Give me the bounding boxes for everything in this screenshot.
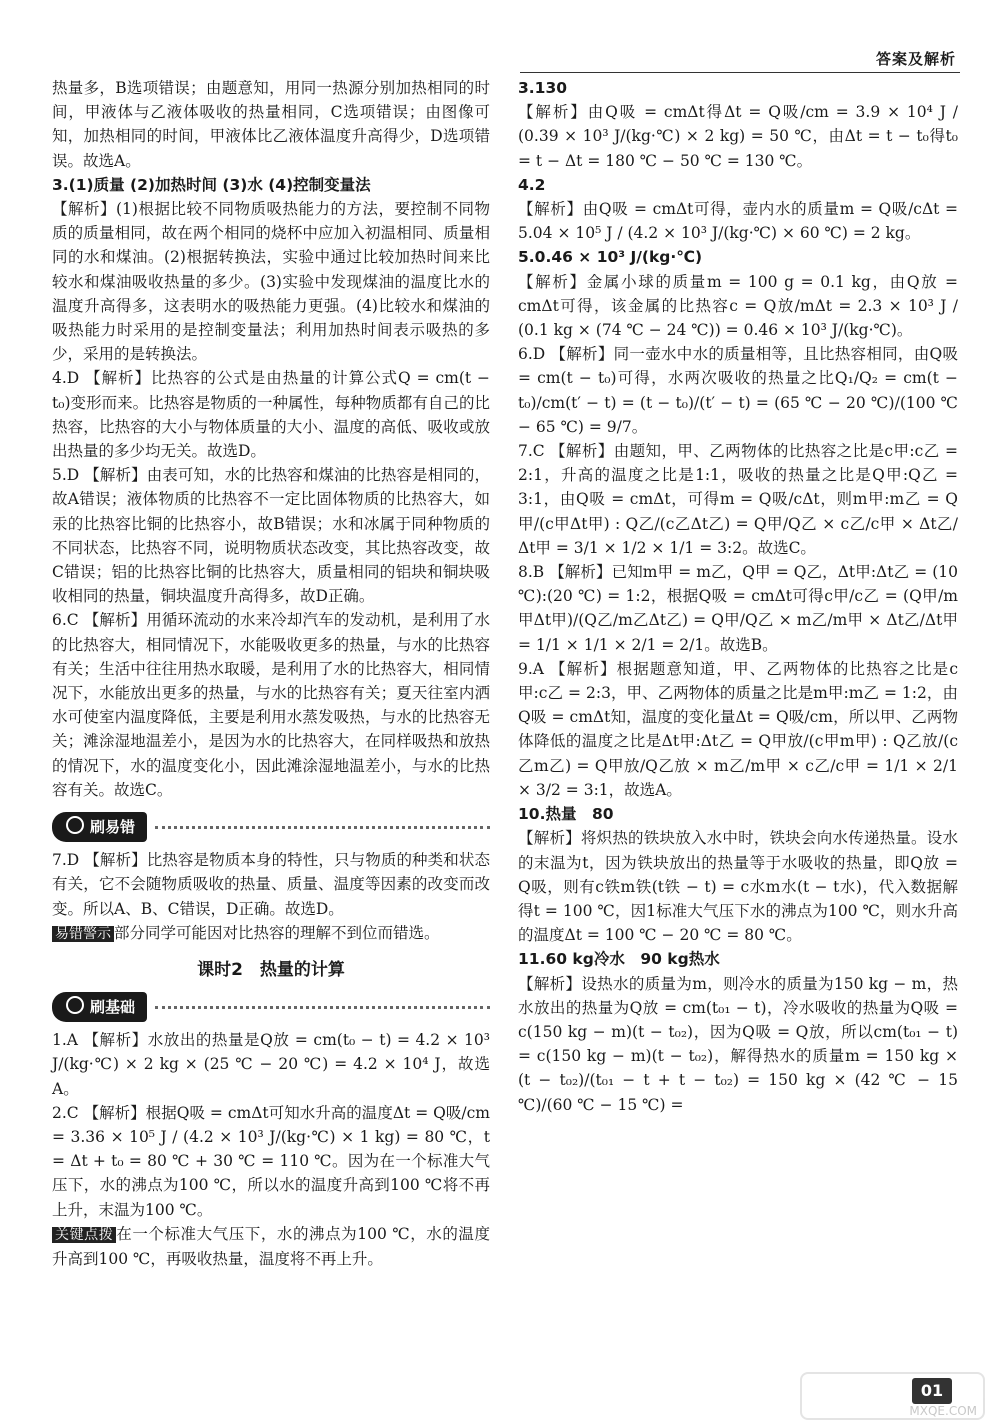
- q3-answer: 3.(1)质量 (2)加热时间 (3)水 (4)控制变量法: [52, 175, 371, 194]
- r6-item: 6.D 【解析】同一壶水中水的质量相等，且比热容相同，由Q吸 = cm(t − t₀)可得，水两次吸收的热量之比Q₁/Q₂ = cm(t − t₀)/cm(t′ − t) = (t − t₀)/(t′ − t) = (65 ℃ − 20 ℃)/(100 ℃ − 65 ℃) = 9/7。: [518, 345, 958, 436]
- watermark-logo: MXQE.COM: [800, 1372, 985, 1420]
- banner-pill: [52, 992, 147, 1022]
- r11-answer: 11.60 kg冷水 90 kg热水: [518, 950, 720, 969]
- banner-dots: [155, 826, 490, 829]
- page-header-title: 答案及解析: [875, 50, 956, 68]
- tip-text: 在一个标准大气压下，水的沸点为100 ℃，水的温度升高到100 ℃，再吸收热量，温度将不再上升。: [52, 1224, 490, 1268]
- banner-dots: [155, 1006, 490, 1009]
- tip-text: 部分同学可能因对比热容的理解不到位而错选。: [114, 923, 440, 942]
- r11-explanation: 【解析】设热水的质量为m，则冷水的质量为150 kg − m，热水放出的热量为Q放 = cm(t₀₁ − t)，冷水吸收的热量为Q吸 = c(150 kg − m)(t − t₀₂)，因为Q吸 = Q放，所以cm(t₀₁ − t) = c(150 kg − m)(t − t₀₂)，解得热水的质量m = 150 kg × (t − t₀₂)/(t₀₁ − t + t − t₀₂) = 150 kg × (42 ℃ − 15 ℃)/(60 ℃ − 15 ℃) =: [518, 974, 958, 1114]
- brush-icon: [66, 996, 84, 1014]
- r3-explanation: 【解析】由Q吸 = cmΔt得Δt = Q吸/cm = 3.9 × 10⁴ J / (0.39 × 10³ J/(kg·℃) × 2 kg) = 50 ℃，由Δt = t − t₀得t₀ = t − Δt = 180 ℃ − 50 ℃ = 130 ℃。: [518, 103, 958, 170]
- r10-explanation: 【解析】将炽热的铁块放入水中时，铁块会向水传递热量。设水的末温为t，因为铁块放出的热量等于水吸收的热量，即Q放 = Q吸，则有c铁m铁(t铁 − t) = c水m水(t − t水)，代入数据解得t = 100 ℃，因1标准大气压下水的沸点为100 ℃，则水升高的温度Δt = 100 ℃ − 20 ℃ = 80 ℃。: [518, 829, 958, 945]
- r4-explanation: 【解析】由Q吸 = cmΔt可得，壶内水的质量m = Q吸/cΔt = 5.04 × 10⁵ J / (4.2 × 10³ J/(kg·℃) × 60 ℃) = 2 kg。: [518, 200, 958, 243]
- banner-pill: [52, 812, 147, 842]
- r3-answer: 3.130: [518, 79, 568, 97]
- right-column: [518, 76, 958, 1117]
- section-banner-error-prone: [52, 812, 490, 842]
- q3-explanation: 【解析】(1)根据比较不同物质吸热能力的方法，要控制不同物质的质量相同，故在两个相同的烧杯中应加入初温相同、质量相同的水和煤油。(2)根据转换法，实验中通过比较加热时间来比较水和煤油吸收热量的多少。(3)实验中发现煤油的温度比水的温度升高得多，这表明水的吸热能力更强。(4)比较水和煤油的吸热能力时采用的是控制变量法；利用加热时间表示吸热的多少，采用的是转换法。: [52, 200, 490, 364]
- intro-text: 热量多，B选项错误；由题意知，用同一热源分别加热相同的时间，甲液体与乙液体吸收的热量相同，C选项错误；由图像可知，加热相同的时间，甲液体比乙液体温度升高得少，D选项错误。故选A。: [52, 79, 490, 170]
- r5-explanation: 【解析】金属小球的质量m = 100 g = 0.1 kg，由Q放 = cmΔt可得，该金属的比热容c = Q放/mΔt = 2.3 × 10³ J / (0.1 kg × (74 ℃ − 24 ℃)) = 0.46 × 10³ J/(kg·℃)。: [518, 272, 958, 340]
- banner-label: 刷基础: [90, 998, 136, 1017]
- r4-answer: 4.2: [518, 175, 546, 194]
- r9-item: 9.A 【解析】根据题意知道，甲、乙两物体的比热容之比是c甲:c乙 = 2:3，甲、乙两物体的质量之比是m甲:m乙 = 1:2，由Q吸 = cmΔt知，温度的变化量Δt = Q吸/cm，所以甲、乙两物体降低的温度之比是Δt甲:Δt乙 = Q甲放/(c甲m甲) : Q乙放/(c乙m乙) = Q甲放/Q乙放 × m乙/m甲 × c乙/c甲 = 1/1 × 2/1 × 3/2 = 3:1，故选A。: [518, 659, 958, 799]
- tip-tag: 易错警示: [52, 926, 114, 942]
- section-banner-basic: [52, 992, 490, 1022]
- r8-item: 8.B 【解析】已知m甲 = m乙，Q甲 = Q乙，Δt甲:Δt乙 = (10 ℃):(20 ℃) = 1:2，根据Q吸 = cmΔt可得c甲/c乙 = (Q甲/m甲Δt甲)/(Q乙/m乙Δt乙) = Q甲/Q乙 × m乙/m甲 × Δt乙/Δt甲 = 1/1 × 1/1 × 2/1 = 2/1。故选B。: [518, 563, 958, 654]
- b2-item: 2.C 【解析】根据Q吸 = cmΔt可知水升高的温度Δt = Q吸/cm = 3.36 × 10⁵ J / (4.2 × 10³ J/(kg·℃) × 1 kg) = 80 ℃，t = Δt + t₀ = 80 ℃ + 30 ℃ = 110 ℃。因为在一个标准大气压下，水的沸点为100 ℃，所以水的温度升高到100 ℃将不再上升，末温为100 ℃。: [52, 1103, 490, 1219]
- tip-key-point: [52, 1222, 490, 1271]
- tip-error-warning: [52, 921, 490, 946]
- header-rule: [520, 72, 960, 73]
- r7-item: 7.C 【解析】由题知，甲、乙两物体的比热容之比是c甲:c乙 = 2:1，升高的温度之比是1:1，吸收的热量之比是Q甲:Q乙 = 3:1，由Q吸 = cmΔt，可得m = Q吸/cΔt，则m甲:m乙 = Q甲/(c甲Δt甲) : Q乙/(c乙Δt乙) = Q甲/Q乙 × c乙/c甲 × Δt乙/Δt甲 = 3/1 × 1/2 × 1/1 = 3:2。故选C。: [518, 442, 958, 557]
- b1-item: 1.A 【解析】水放出的热量是Q放 = cm(t₀ − t) = 4.2 × 10³ J/(kg·℃) × 2 kg × (25 ℃ − 20 ℃) = 4.2 × 10⁴ J，故选A。: [52, 1031, 490, 1098]
- q5-item: 5.D 【解析】由表可知，水的比热容和煤油的比热容是相同的，故A错误；液体物质的比热容不一定比固体物质的比热容大，如汞的比热容比铜的比热容小，故B错误；水和冰属于同种物质的不同状态，比热容不同，说明物质状态改变，其比热容改变，故C错误；铝的比热容比铜的比热容大，质量相同的铝块和铜块吸收相同的热量，铜块温度升高得多，故D正确。: [52, 466, 490, 606]
- lesson-title: 课时2 热量的计算: [197, 959, 345, 980]
- brush-icon: [66, 816, 84, 834]
- q4-item: 4.D 【解析】比热容的公式是由热量的计算公式Q = cm(t − t₀)变形而来。比热容是物质的一种属性，每种物质都有自己的比热容，比热容的大小与物体质量的大小、温度的高低、吸收或放出热量的多少均无关。故选D。: [52, 369, 490, 461]
- q7-item: 7.D 【解析】比热容是物质本身的特性，只与物质的种类和状态有关，它不会随物质吸收的热量、质量、温度等因素的改变而改变。所以A、B、C错误，D正确。故选D。: [52, 851, 490, 918]
- left-column: [52, 76, 490, 1271]
- r10-answer: 10.热量 80: [518, 805, 614, 824]
- r5-answer: 5.0.46 × 10³ J/(kg·℃): [518, 248, 703, 267]
- page-number: 01: [912, 1378, 952, 1404]
- tip-tag: 关键点拨: [52, 1227, 116, 1243]
- q6-item: 6.C 【解析】用循环流动的水来冷却汽车的发动机，是利用了水的比热容大，相同情况下，水能吸收更多的热量，与水的比热容有关；生活中往往用热水取暖，是利用了水的比热容大，相同情况下，水能放出更多的热量，与水的比热容有关；夏天往室内洒水可使室内温度降低，主要是利用水蒸发吸热，与水的比热容无关；滩涂湿地温差小，是因为水的比热容大，在同样吸热和放热的情况下，水的温度变化小，因此滩涂湿地温差小，与水的比热容有关。故选C。: [52, 611, 490, 799]
- banner-label: 刷易错: [90, 818, 136, 836]
